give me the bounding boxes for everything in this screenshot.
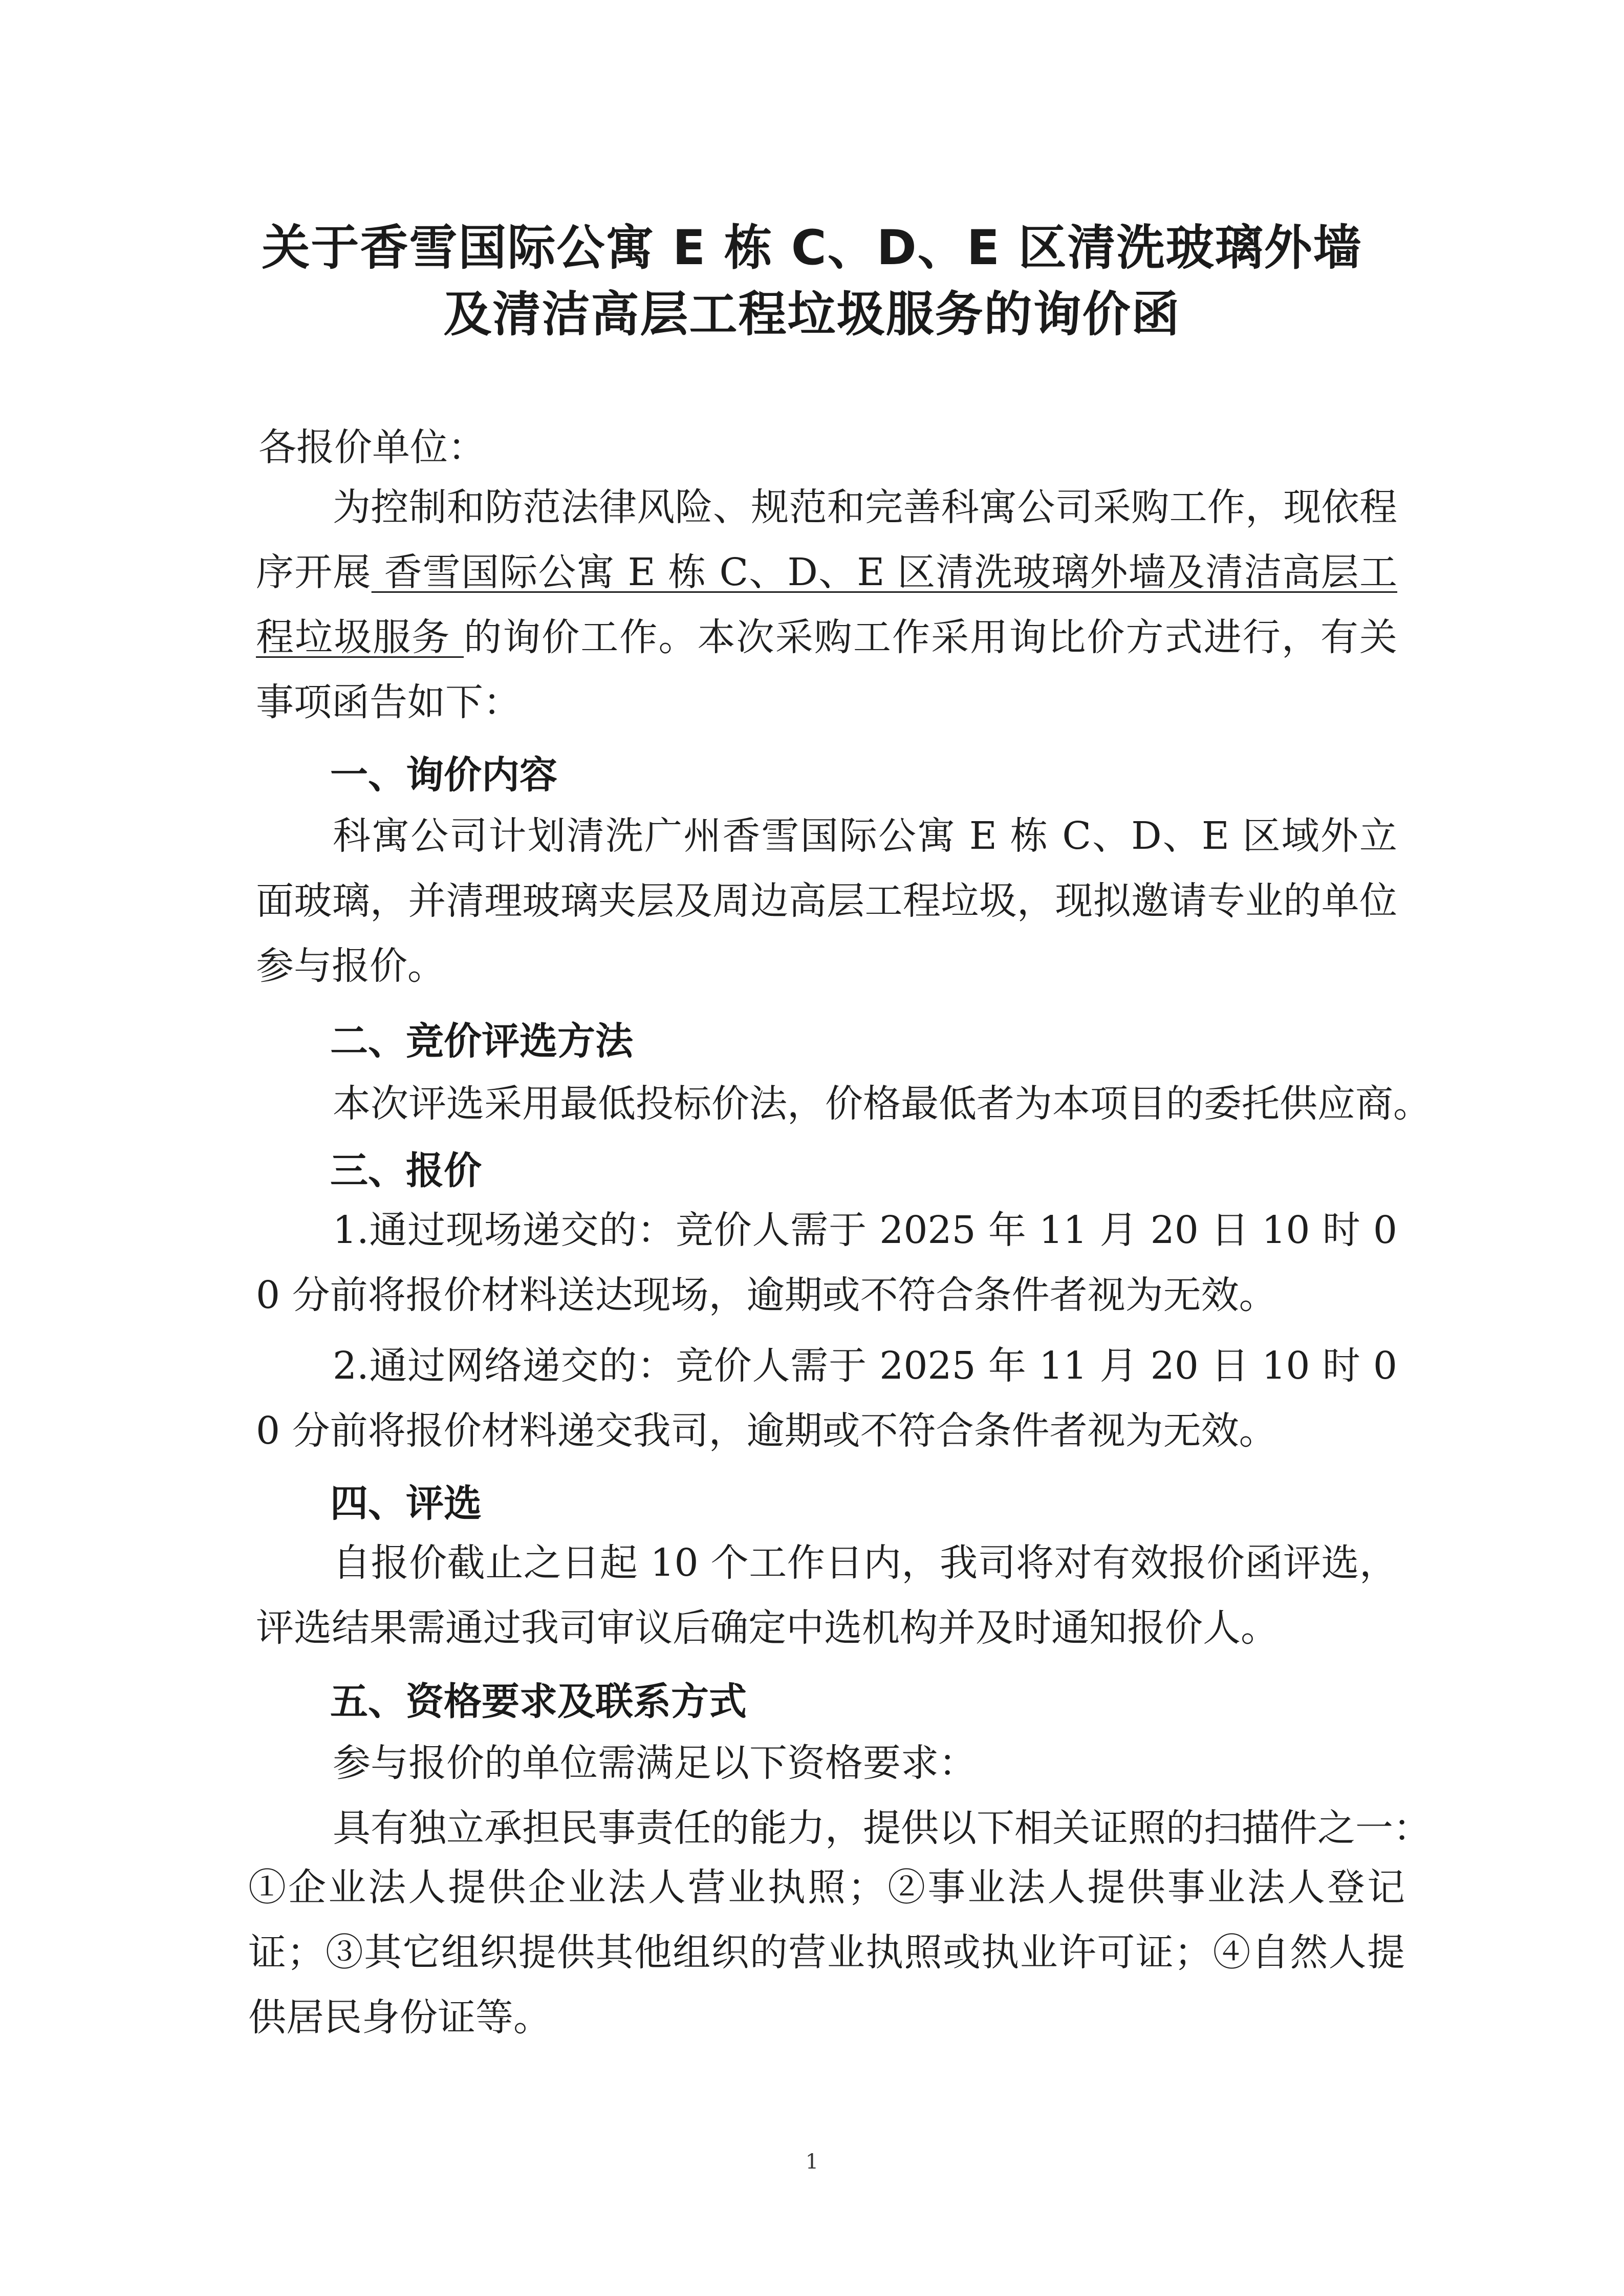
- section-5-paragraph-3: ①企业法人提供企业法人营业执照；②事业法人提供事业法人登记证；③其它组织提供其他组织的营业执照或执业许可证；④自然人提供居民身份证等。: [248, 1865, 1405, 2040]
- section-heading-qualifications-contact: 五、资格要求及联系方式: [330, 1680, 747, 1724]
- section-3-item-2: 2.通过网络递交的：竞价人需于 2025 年 11 月 20 日 10 时 00 分前将报价材料递交我司，逾期或不符合条件者视为无效。: [256, 1344, 1397, 1453]
- section-3-item-1: 1.通过现场递交的：竞价人需于 2025 年 11 月 20 日 10 时 00 分前将报价材料送达现场，逾期或不符合条件者视为无效。: [256, 1208, 1397, 1317]
- project-name-underlined: 香雪国际公寓 E 栋 C、D、E 区清洗玻璃外墙及清洁高层工程垃圾服务: [256, 550, 1397, 659]
- document-title-line-1: 关于香雪国际公寓 E 栋 C、D、E 区清洗玻璃外墙: [262, 220, 1362, 276]
- section-heading-evaluation: 四、评选: [330, 1482, 482, 1526]
- intro-text-before: 为控制和防范法律风险、规范和完善科寓公司采购工作，现依程序开展: [256, 485, 1397, 594]
- page-number: 1: [805, 2150, 819, 2174]
- section-5-paragraph-2: 具有独立承担民事责任的能力，提供以下相关证照的扫描件之一：: [333, 1806, 1431, 1850]
- intro-text-after: 的询价工作。本次采购工作采用询比价方式进行，有关事项函告如下：: [256, 615, 1398, 724]
- section-2-paragraph: 本次评选采用最低投标价法，价格最低者为本项目的委托供应商。: [333, 1082, 1431, 1126]
- document-title-line-2: 及清洁高层工程垃圾服务的询价函: [443, 287, 1181, 342]
- section-heading-quotation: 三、报价: [330, 1149, 482, 1193]
- intro-paragraph: [256, 475, 1397, 735]
- section-1-paragraph: 科寓公司计划清洗广州香雪国际公寓 E 栋 C、D、E 区域外立面玻璃，并清理玻璃夹层及周边高层工程垃圾，现拟邀请专业的单位参与报价。: [256, 814, 1397, 988]
- section-heading-evaluation-method: 二、竞价评选方法: [330, 1019, 633, 1063]
- section-5-paragraph-1: 参与报价的单位需满足以下资格要求：: [333, 1741, 977, 1785]
- section-heading-inquiry-content: 一、询价内容: [330, 753, 557, 797]
- salutation: 各报价单位：: [258, 425, 486, 469]
- section-4-paragraph: 自报价截止之日起 10 个工作日内，我司将对有效报价函评选，评选结果需通过我司审议后确定中选机构并及时通知报价人。: [256, 1541, 1397, 1650]
